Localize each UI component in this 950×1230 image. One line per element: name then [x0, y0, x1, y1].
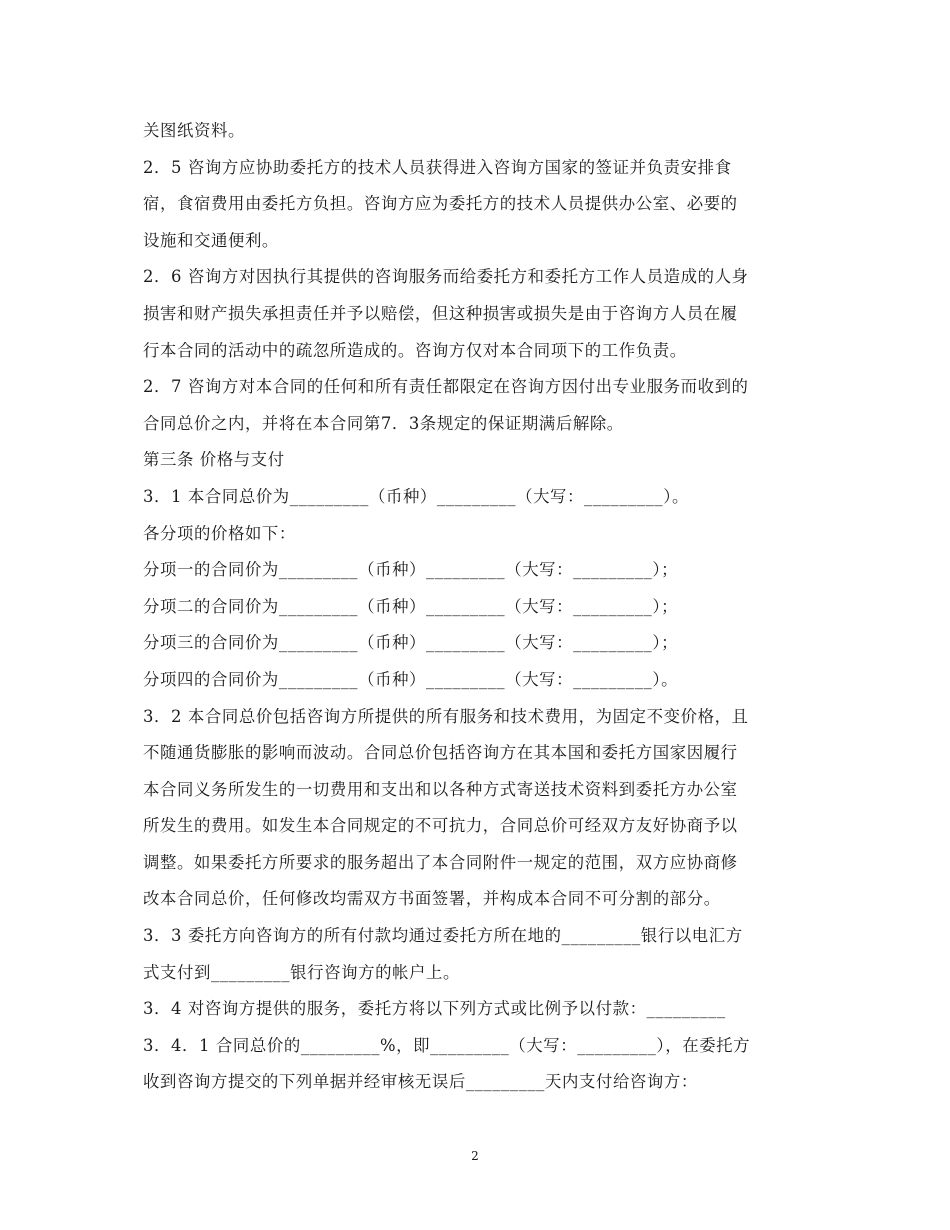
text-line: 3．2 本合同总价包括咨询方所提供的所有服务和技术费用，为固定不变价格，且	[143, 706, 749, 726]
text-line: 分项三的合同价为_________（币种）_________（大写：_________）；	[143, 633, 679, 653]
text-line: 关图纸资料。	[143, 121, 245, 140]
section-heading: 第三条 价格与支付	[143, 450, 285, 470]
text-line: 损害和财产损失承担责任并予以赔偿，但这种损害或损失是由于咨询方人员在履	[143, 303, 738, 323]
document-body	[143, 113, 811, 1101]
text-line: 2．7 咨询方对本合同的任何和所有责任都限定在咨询方因付出专业服务而收到的	[143, 377, 749, 397]
text-line: 所发生的费用。如发生本合同规定的不可抗力，合同总价可经双方友好协商予以	[143, 816, 738, 836]
text-line: 分项一的合同价为_________（币种）_________（大写：_________）；	[143, 560, 679, 580]
text-line: 行本合同的活动中的疏忽所造成的。咨询方仅对本合同项下的工作负责。	[143, 340, 687, 360]
text-line: 分项二的合同价为_________（币种）_________（大写：_________）；	[143, 596, 679, 616]
text-line: 2．6 咨询方对因执行其提供的咨询服务而给委托方和委托方工作人员造成的人身	[143, 267, 749, 287]
text-line: 3．1 本合同总价为_________（币种）_________（大写：_________）。	[143, 486, 689, 506]
text-line: 设施和交通便利。	[143, 230, 279, 250]
text-line: 3．3 委托方向咨询方的所有付款均通过委托方所在地的_________银行以电汇方	[143, 926, 743, 946]
text-line: 收到咨询方提交的下列单据并经审核无误后_________天内支付给咨询方：	[143, 1072, 698, 1092]
text-line: 式支付到_________银行咨询方的帐户上。	[143, 962, 461, 982]
text-line: 3．4 对咨询方提供的服务，委托方将以下列方式或比例予以付款：_________	[143, 999, 726, 1019]
text-line: 3．4．1 合同总价的_________%，即_________（大写：_________），在委托方	[143, 1035, 751, 1055]
text-line: 调整。如果委托方所要求的服务超出了本合同附件一规定的范围，双方应协商修	[143, 852, 738, 872]
text-line: 各分项的价格如下：	[143, 523, 296, 543]
text-line: 改本合同总价，任何修改均需双方书面签署，并构成本合同不可分割的部分。	[143, 889, 721, 909]
page-number: 2	[471, 1149, 479, 1163]
text-line: 宿，食宿费用由委托方负担。咨询方应为委托方的技术人员提供办公室、必要的	[143, 194, 738, 214]
text-line: 本合同义务所发生的一切费用和支出和以各种方式寄送技术资料到委托方办公室	[143, 779, 738, 799]
text-line: 分项四的合同价为_________（币种）_________（大写：_________）。	[143, 669, 679, 689]
text-line: 2．5 咨询方应协助委托方的技术人员获得进入咨询方国家的签证并负责安排食	[143, 157, 732, 177]
text-line: 不随通货膨胀的影响而波动。合同总价包括咨询方在其本国和委托方国家因履行	[143, 743, 738, 763]
text-line: 合同总价之内，并将在本合同第7．3条规定的保证期满后解除。	[143, 413, 624, 433]
